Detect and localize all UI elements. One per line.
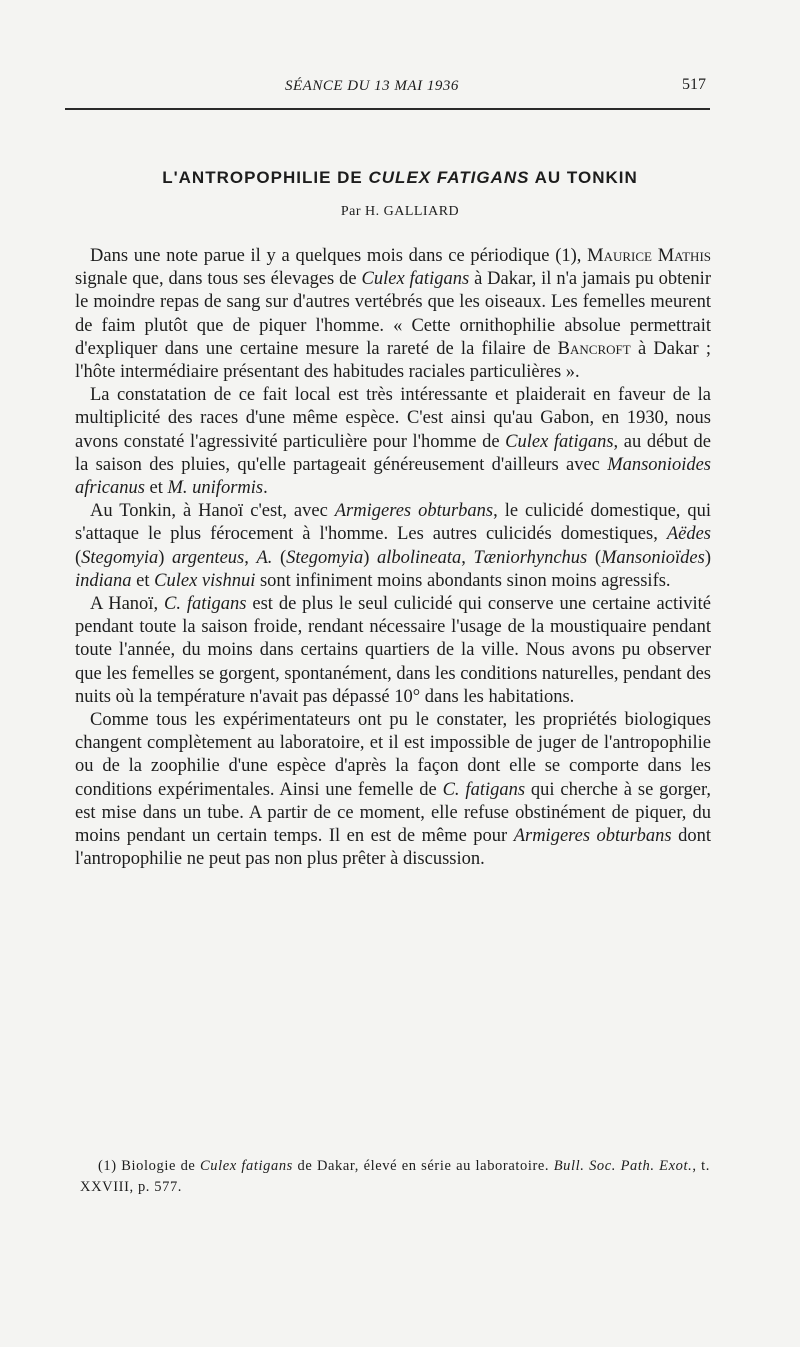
text-run: Dans une note parue il y a quelques mois dans ce périodique (1), bbox=[90, 246, 588, 266]
text-run: , le culicidé domestique, qui s'attaque le plus férocement à l'homme. Les autres culicidés domestiques, bbox=[75, 501, 711, 545]
species-name: Mansonioides africanus bbox=[75, 454, 711, 499]
species-name: M. uniformis bbox=[167, 478, 264, 499]
species-name: Armigeres obturbans bbox=[334, 501, 494, 522]
text-run: , au début de la saison des pluies, qu'elle partageait généreusement d'ailleurs avec bbox=[75, 431, 711, 475]
species-name: Aëdes bbox=[666, 524, 711, 545]
title-prefix: L'ANTROPOPHILIE DE bbox=[162, 168, 369, 187]
text-run: ( bbox=[75, 547, 82, 568]
species-name: Mansonioïdes bbox=[601, 547, 705, 568]
text-run: est de plus le seul culicidé qui conserve une certaine activité pendant toute la saison froide, rendant nécessaire l'usage de la moustiquaire pendant toute l'année, du moins dans certains quartiers de la ville. Nous avons pu observer que les femelles se gorgent, spontanément, dans les conditions naturelles, pendant des nuits où la température n'avait pas dépassé 10° dans les habitations. bbox=[75, 594, 711, 707]
species-name: Stegomyia bbox=[81, 547, 159, 568]
species-name: Tæniorhynchus bbox=[473, 547, 588, 568]
text-run: ) bbox=[158, 547, 172, 568]
species-name: Culex fatigans bbox=[361, 269, 470, 290]
species-name: Stegomyia bbox=[286, 547, 364, 568]
text-run: , bbox=[461, 547, 474, 568]
text-run: et bbox=[131, 570, 155, 591]
text-run: Comme tous les expérimentateurs ont pu le constater, les propriétés biologiques changent complètement au laboratoire, et il est impossible de juger de l'antropophilie ou de la zoophilie d'une espèce d'après la façon dont elle se comporte dans les conditions expérimentales. Ainsi une femelle de bbox=[75, 710, 711, 800]
text-run: A Hanoï, bbox=[90, 594, 164, 615]
text-run: , t. XXVIII, p. 577. bbox=[80, 1158, 710, 1195]
paragraph-2 bbox=[75, 384, 711, 500]
title-suffix: AU TONKIN bbox=[529, 168, 638, 187]
text-run: ) bbox=[363, 547, 377, 568]
text-run: . bbox=[263, 478, 268, 499]
paragraph-4 bbox=[75, 593, 711, 709]
text-run: dont l'antropophilie ne peut pas non plus prêter à discussion. bbox=[75, 826, 711, 870]
paragraph-3 bbox=[75, 500, 711, 593]
article-title bbox=[60, 168, 740, 188]
species-name: Armigeres obturbans bbox=[513, 826, 672, 847]
text-run: , bbox=[244, 547, 257, 568]
text-run: (1) Biologie de bbox=[98, 1158, 201, 1174]
text-run: La constatation de ce fait local est très intéressante et plaiderait en faveur de la multiplicité des races d'une même espèce. C'est ainsi qu'au Gabon, en 1930, nous avons constaté l'agressivité particulière pour l'homme de bbox=[75, 385, 711, 452]
title-species: CULEX FATIGANS bbox=[368, 168, 530, 187]
page-number: 517 bbox=[682, 76, 706, 93]
text-run: de Dakar, élevé en série au laboratoire. bbox=[292, 1158, 554, 1174]
article-body bbox=[75, 245, 711, 871]
species-name: indiana bbox=[75, 570, 132, 591]
header-rule bbox=[65, 108, 710, 110]
author-name: Maurice Mathis bbox=[587, 246, 711, 266]
species-name: C. fatigans bbox=[442, 779, 526, 800]
text-run: signale que, dans tous ses élevages de bbox=[75, 269, 362, 290]
species-name: C. fatigans bbox=[163, 594, 247, 615]
text-run: qui cherche à se gorger, est mise dans un tube. A partir de ce moment, elle refuse obstinément de piquer, du moins pendant un certain temps. Il en est de même pour bbox=[75, 779, 711, 847]
author-name: Bancroft bbox=[557, 338, 631, 359]
species-name: argenteus bbox=[171, 547, 245, 568]
paragraph-1 bbox=[75, 245, 711, 384]
text-run: ) bbox=[704, 547, 711, 568]
species-name: Culex fatigans bbox=[505, 431, 614, 452]
text-run: ( bbox=[272, 547, 287, 568]
text-run: à Dakar ; l'hôte intermédiaire présentant des habitudes raciales particulières ». bbox=[75, 338, 711, 383]
journal-name: Bull. Soc. Path. Exot. bbox=[553, 1158, 693, 1174]
article-author: Par H. GALLIARD bbox=[340, 204, 460, 219]
text-run: sont infiniment moins abondants sinon moins agressifs. bbox=[255, 570, 671, 591]
footnote bbox=[80, 1156, 710, 1198]
species-name: albolineata bbox=[376, 547, 462, 568]
page-header bbox=[65, 72, 710, 102]
species-name: Culex vishnui bbox=[154, 570, 256, 591]
text-run: et bbox=[144, 478, 168, 499]
text-run: à Dakar, il n'a jamais pu obtenir le moindre repas de sang sur d'autres vertébrés que les oiseaux. Les femelles meurent de faim plutôt que de piquer l'homme. « Cette ornithophilie absolue permettrait d'expliquer dans une certaine mesure la rareté de la filaire de bbox=[75, 269, 711, 359]
text-run: Au Tonkin, à Hanoï c'est, avec bbox=[90, 501, 335, 522]
species-name: Culex fatigans bbox=[200, 1158, 293, 1174]
paragraph-5 bbox=[75, 709, 711, 871]
text-run: ( bbox=[587, 547, 601, 568]
running-head: SÉANCE DU 13 MAI 1936 bbox=[285, 78, 459, 94]
species-name: A. bbox=[256, 547, 273, 568]
